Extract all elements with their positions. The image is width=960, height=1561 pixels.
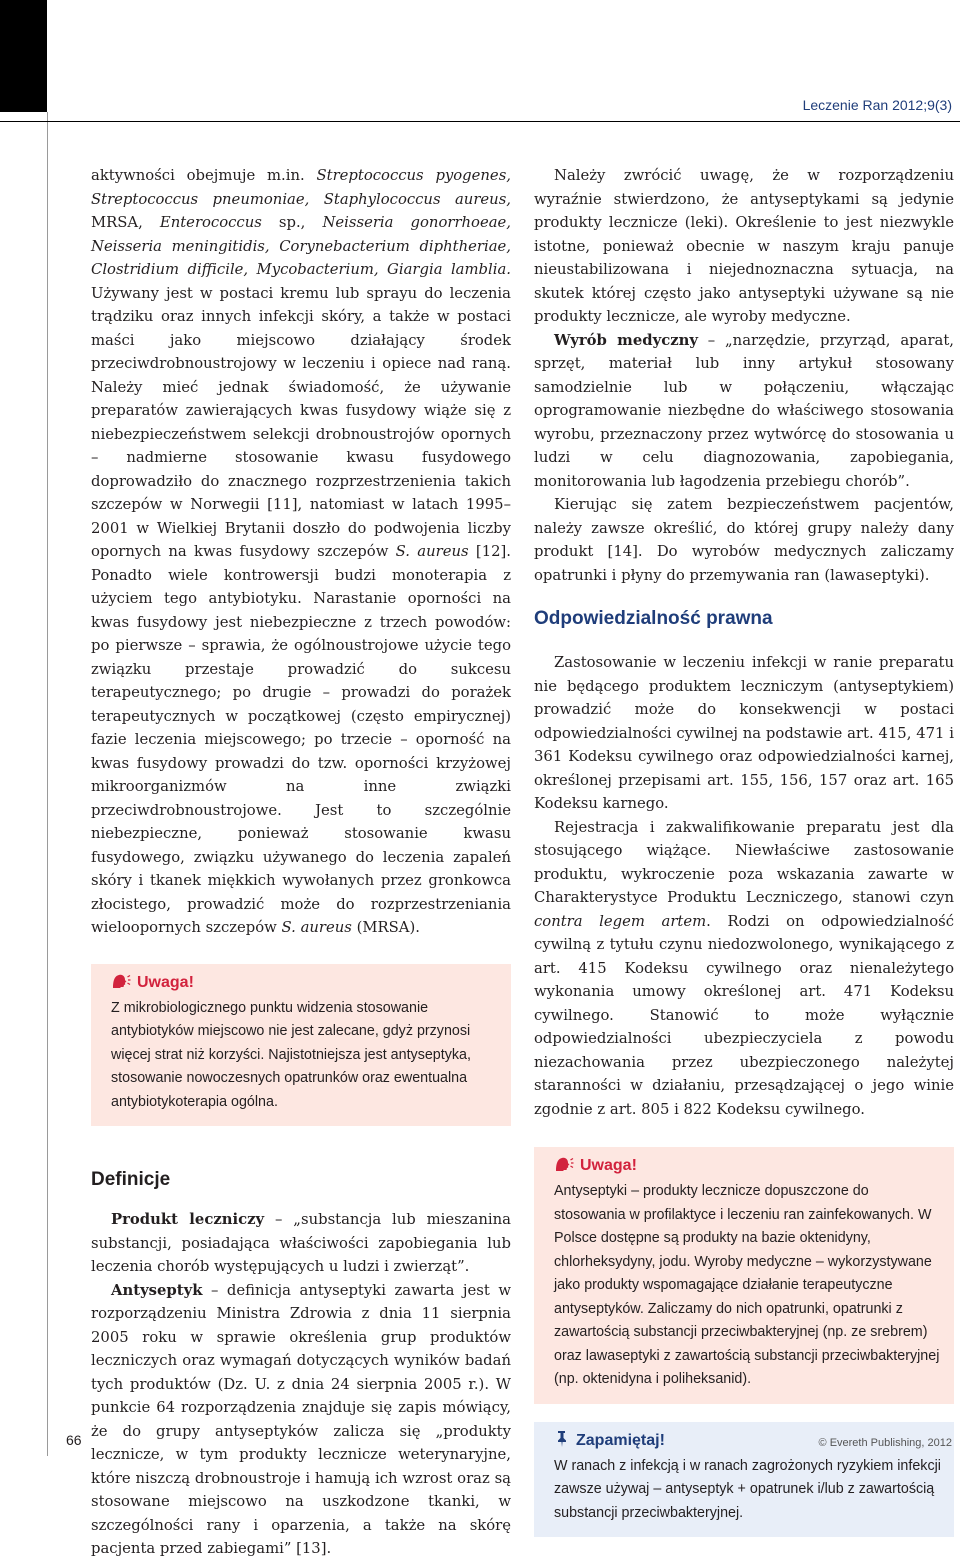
warning-title	[554, 1155, 942, 1176]
text-run: . Rodzi on odpowiedzialność cywilną z tytułu czynu niedozwolonego, wynikającego z art. 415 Kodeksu cywilnego oraz nienależytego wykonania umowy określonej art. 471 Kodeksu cywilnego. Stanowić to może wyłącznie odpowiedzialności ubezpieczyciela z powodu niezachowania przez ubezpieczonego należytej staranności w działaniu, przesądzającej o jego winie zgodnie z art. 805 i 822 Kodeksu cywilnego.	[534, 912, 954, 1118]
text-run: aktywności obejmuje m.in.	[91, 167, 317, 184]
species-name: S. aureus	[281, 919, 352, 936]
body-paragraph: Kierując się zatem bezpieczeństwem pacjentów, należy zawsze określić, do której grupy należy dany produkt [14]. Do wyrobów medycznych zaliczamy opatrunki i płyny do przemywania ran (lawaseptyki).	[534, 496, 954, 584]
definition-text: – „substancja lub mieszanina substancji, posiadająca właściwości zapobiegania lub leczenia chorób występujących u ludzi i zwierząt”.	[91, 1211, 511, 1275]
journal-header: Leczenie Ran 2012;9(3)	[802, 97, 952, 113]
warning-box	[91, 964, 511, 1127]
species-name: Enterococcus	[159, 214, 262, 231]
copyright-notice: © Evereth Publishing, 2012	[818, 1437, 952, 1449]
species-name: Neisseria gonorrhoeae, Neisseria meningitidis, Corynebacterium diphtheriae, Clostridium difficile, Mycobacterium, Giargia lamblia.	[91, 214, 511, 278]
warning-title	[111, 972, 499, 993]
text-run: Używany jest w postaci kremu lub sprayu do leczenia trądziku oraz innych infekcji skóry, a także w postaci maści jako miejscowo działający środek przeciwdrobnoustrojowy w leczeniu i opiece nad raną. Należy mieć jednak świadomość, że używanie preparatów zawierających kwas fusydowy wiąże się z niebezpieczeństwem selekcji drobnoustrojów opornych – nadmierne stosowanie kwasu fusydowego doprowadziło do znacznego rozprzestrzenienia takich szczepów w Norwegii [11], natomiast w latach 1995–2001 w Wielkiej Brytanii doszło do podwojenia liczby opornych na kwas fusydowy szczepów	[91, 284, 511, 560]
species-name: Streptococcus pyogenes, Streptococcus pneumoniae, Staphylococcus aureus,	[91, 167, 511, 208]
text-run: MRSA,	[91, 214, 160, 231]
definition-term: Produkt leczniczy	[111, 1211, 265, 1228]
pin-icon	[554, 1430, 570, 1448]
text-run: [12]. Ponadto wiele kontrowersji budzi monoterapia z użyciem tego antybiotyku. Narastanie oporności na kwas fusydowy jest niebezpieczne z trzech powodów: po pierwsze – sprawia, że ogólnoustrojowe użycie tego związku przestaje prowadzić do sukcesu terapeutycznego; po drugie – prowadzi do porażek terapeutycznych w początkowej (często empirycznej) fazie leczenia miejscowego; po trzecie – oporność na kwas fusydowy prowadzi do tzw. oporności krzyżowej mikroorganizmów na inne związki przeciwdrobnoustrojowe. Jest to szczególnie niebezpieczne, ponieważ stosowanie kwasu fusydowego, związku używanego do leczenia zapaleń skóry i tkanek miękkich wywołanych przez gronkowca złocistego, prowadzić może do rozprzestrzeniania wieloopornych szczepów	[91, 543, 511, 936]
definition-term: Wyrób medyczny	[554, 331, 698, 349]
text-run: sp.,	[261, 214, 323, 231]
margin-rule	[47, 112, 48, 1456]
latin-phrase: contra legem artem	[534, 912, 707, 930]
warning-text: Z mikrobiologicznego punktu widzenia stosowanie antybiotyków miejscowo nie jest zalecane, gdyż przynosi więcej strat niż korzyści. Najistotniejsza jest antyseptyka, stosowanie nowoczesnych opatrunków oraz ewentualna antybiotykoterapia ogólna.	[111, 999, 471, 1110]
left-column	[91, 164, 511, 1561]
definition-text: – definicja antyseptyki zawarta jest w rozporządzeniu Ministra Zdrowia z dnia 11 sierpnia 2005 roku w sprawie określenia grup produktów leczniczych oraz wymagań dotyczących wyników badań tych produktów (Dz. U. z dnia 24 sierpnia 2005 r.). W punkcie 64 rozporządzenia znajduje się zapis mówiący, że do grupy antyseptyków zalicza się „produkty lecznicze, w tym produkty lecznicze weterynaryjne, które niszczą drobnoustroje i hamują ich wzrost oraz są stosowane miejscowo na uszkodzone tkanki, w szczególności rany i oparzenia, a także na skórę pacjenta przed zabiegami” [13].	[91, 1281, 511, 1557]
remember-title-text: Zapamiętaj!	[576, 1431, 665, 1449]
text-run: (MRSA).	[351, 919, 420, 936]
species-name: S. aureus	[395, 543, 469, 560]
warning-title-text: Uwaga!	[580, 1157, 637, 1174]
text-run: Rejestracja i zakwalifikowanie preparatu jest dla stosującego wiążące. Niewłaściwe zastosowanie produktu, wykroczenie poza wskazania zawarte w Charakterystyce Produktu Leczniczego, stanowi czyn	[534, 818, 954, 906]
definition-paragraph	[91, 1208, 511, 1279]
definition-paragraph	[534, 329, 954, 494]
warning-text: Antyseptyki – produkty lecznicze dopuszczone do stosowania w profilaktyce i leczeniu ran zainfekowanych. W Polsce dostępne są produkty na bazie oktenidyny, chlorheksydyny, jodu. Wyroby medyczne – wykorzystywane jako produkty wspomagające działanie terapeutyczne antyseptyków. Zaliczamy do nich opatrunki, opatrunki z zawartością substancji przeciwbakteryjnej (np. ze srebrem) oraz lawaseptyki z zawartością substancji przeciwbakteryjnej (np. oktenidyna i poliheksanid).	[554, 1183, 940, 1387]
section-heading-definitions: Definicje	[91, 1169, 171, 1190]
definition-paragraph	[91, 1279, 511, 1561]
definition-term: Antyseptyk	[111, 1281, 203, 1299]
body-paragraph	[91, 164, 511, 940]
speaking-head-icon	[554, 1155, 574, 1173]
body-paragraph	[534, 816, 954, 1122]
page-corner-block	[0, 0, 47, 112]
section-heading-responsibility: Odpowiedzialność prawna	[534, 608, 773, 629]
right-column	[534, 164, 954, 1537]
warning-box	[534, 1147, 954, 1404]
body-paragraph: Należy zwrócić uwagę, że w rozporządzeniu wyraźnie stwierdzono, że antyseptykami są jedynie produkty lecznicze (leki). Określenie to jest niezwykle istotne, ponieważ obecnie w naszym kraju panuje nieustabilizowana i niejednoznaczna sytuacja, na skutek której często jako antyseptyki używane są nie produkty lecznicze, ale wyroby medyczne.	[534, 167, 954, 325]
remember-text: W ranach z infekcją i w ranach zagrożonych ryzykiem infekcji zawsze używaj – antyseptyk + opatrunek i/lub z zawartością substancji przeciwbakteryjnej.	[554, 1457, 941, 1521]
speaking-head-icon	[111, 972, 131, 990]
header-rule	[0, 121, 960, 122]
definition-text: – „narzędzie, przyrząd, aparat, sprzęt, materiał lub inny artykuł stosowany samodzielnie lub w połączeniu, włączając oprogramowanie niezbędne do właściwego stosowania wyrobu, przeznaczony przez wytwórcę do stosowania u ludzi w celu diagnozowania, zapobiegania, monitorowania lub łagodzenia przebiegu chorób”.	[534, 331, 954, 490]
body-paragraph: Zastosowanie w leczeniu infekcji w ranie preparatu nie będącego produktem leczniczym (antyseptykiem) prowadzić może do konsekwencji w postaci odpowiedzialności cywilnej na podstawie art. 415, 471 i 361 Kodeksu cywilnego oraz odpowiedzialności karnej, określonej przepisami art. 155, 156, 157 oraz art. 165 Kodeksu karnego.	[534, 654, 954, 812]
page-number: 66	[66, 1432, 82, 1448]
warning-title-text: Uwaga!	[137, 973, 194, 991]
